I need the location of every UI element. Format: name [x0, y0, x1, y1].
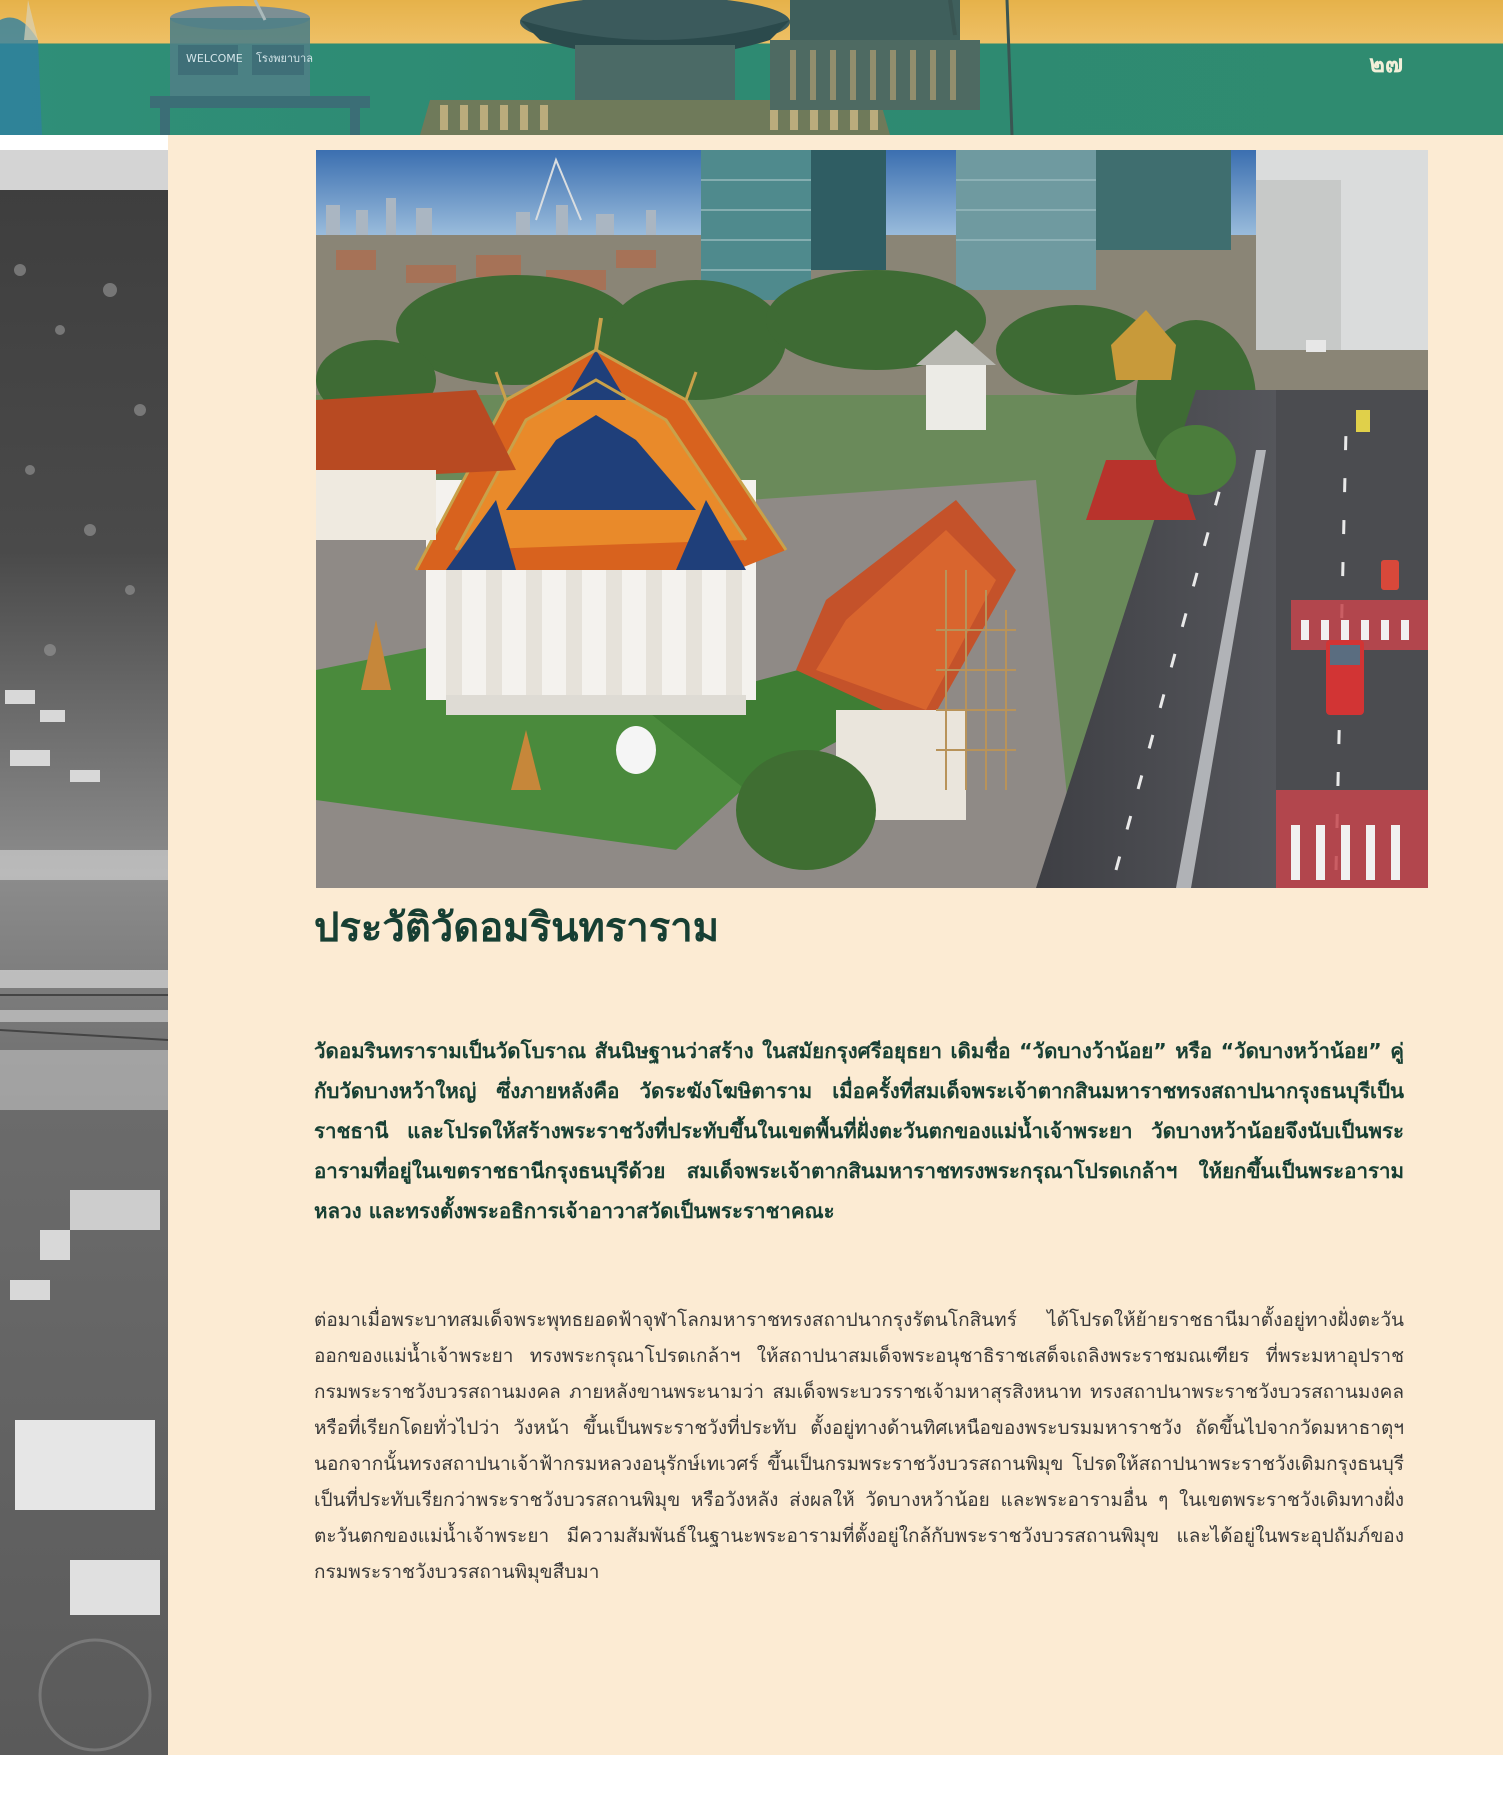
- body-paragraph: ต่อมาเมื่อพระบาทสมเด็จพระพุทธยอดฟ้าจุฬาโลกมหาราชทรงสถาปนากรุงรัตนโกสินทร์ ได้โปรดให้ย้ายราชธานีมาตั้งอยู่ทางฝั่งตะวันออกของแม่น้ำเจ้าพระยา ทรงพระกรุณาโปรดเกล้าฯ ให้สถาปนาสมเด็จพระอนุชาธิราชเสด็จเถลิงพระราชมณเฑียร ที่พระมหาอุปราช กรมพระราชวังบวรสถานมงคล ภายหลังขานพระนามว่า สมเด็จพระบวรราชเจ้ามหาสุรสิงหนาท ทรงสถาปนาพระราชวังบวรสถานมงคล หรือที่เรียกโดยทั่วไปว่า วังหน้า ขึ้นเป็นพระราชวังที่ประทับ ตั้งอยู่ทางด้านทิศเหนือของพระบรมมหาราชวัง ถัดขึ้นไปจากวัดมหาธาตุฯ นอกจากนั้นทรงสถาปนาเจ้าฟ้ากรมหลวงอนุรักษ์เทเวศร์ ขึ้นเป็นกรมพระราชวังบวรสถานพิมุข โปรดให้สถาปนาพระราชวังเดิมกรุงธนบุรี เป็นที่ประทับเรียกว่าพระราชวังบวรสถานพิมุข หรือวังหลัง ส่งผลให้ วัดบางหว้าน้อย และพระอารามอื่น ๆ ในเขตพระราชวังเดิมทางฝั่งตะวันตกของแม่น้ำเจ้าพระยา มีความสัมพันธ์ในฐานะพระอารามที่ตั้งอยู่ใกล้กับพระราชวังบวรสถานพิมุข และได้อยู่ในพระอุปถัมภ์ของกรมพระราชวังบวรสถานพิมุขสืบมา: [314, 1309, 1404, 1583]
- welcome-sign-text: WELCOME: [186, 52, 243, 65]
- hospital-sign-text: โรงพยาบาล: [256, 52, 313, 65]
- lead-paragraph: วัดอมรินทรารามเป็นวัดโบราณ สันนิษฐานว่าสร้าง ในสมัยกรุงศรีอยุธยา เดิมชื่อ “วัดบางว้าน้อย” หรือ “วัดบางหว้าน้อย” คู่กับวัดบางหว้าใหญ่ ซึ่งภายหลังคือ วัดระฆังโฆษิตาราม เมื่อครั้งที่สมเด็จพระเจ้าตากสินมหาราชทรงสถาปนากรุงธนบุรีเป็นราชธานี และโปรดให้สร้างพระราชวังที่ประทับขึ้นในเขตพื้นที่ฝั่งตะวันตกของแม่น้ำเจ้าพระยา วัดบางหว้าน้อยจึงนับเป็นพระอารามที่อยู่ในเขตราชธานีกรุงธนบุรีด้วย สมเด็จพระเจ้าตากสินมหาราชทรงพระกรุณาโปรดเกล้าฯ ให้ยกขึ้นเป็นพระอารามหลวง และทรงตั้งพระอธิการเจ้าอาวาสวัดเป็นพระราชาคณะ: [314, 1039, 1404, 1223]
- header-banner: [0, 0, 1503, 135]
- archival-aerial-photo: [0, 150, 168, 1755]
- header-collage-image: [0, 0, 1503, 135]
- page-number: ๒๗: [1369, 49, 1403, 78]
- temple-aerial-photo: [316, 150, 1428, 888]
- page-title: ประวัติวัดอมรินทราราม: [314, 905, 720, 951]
